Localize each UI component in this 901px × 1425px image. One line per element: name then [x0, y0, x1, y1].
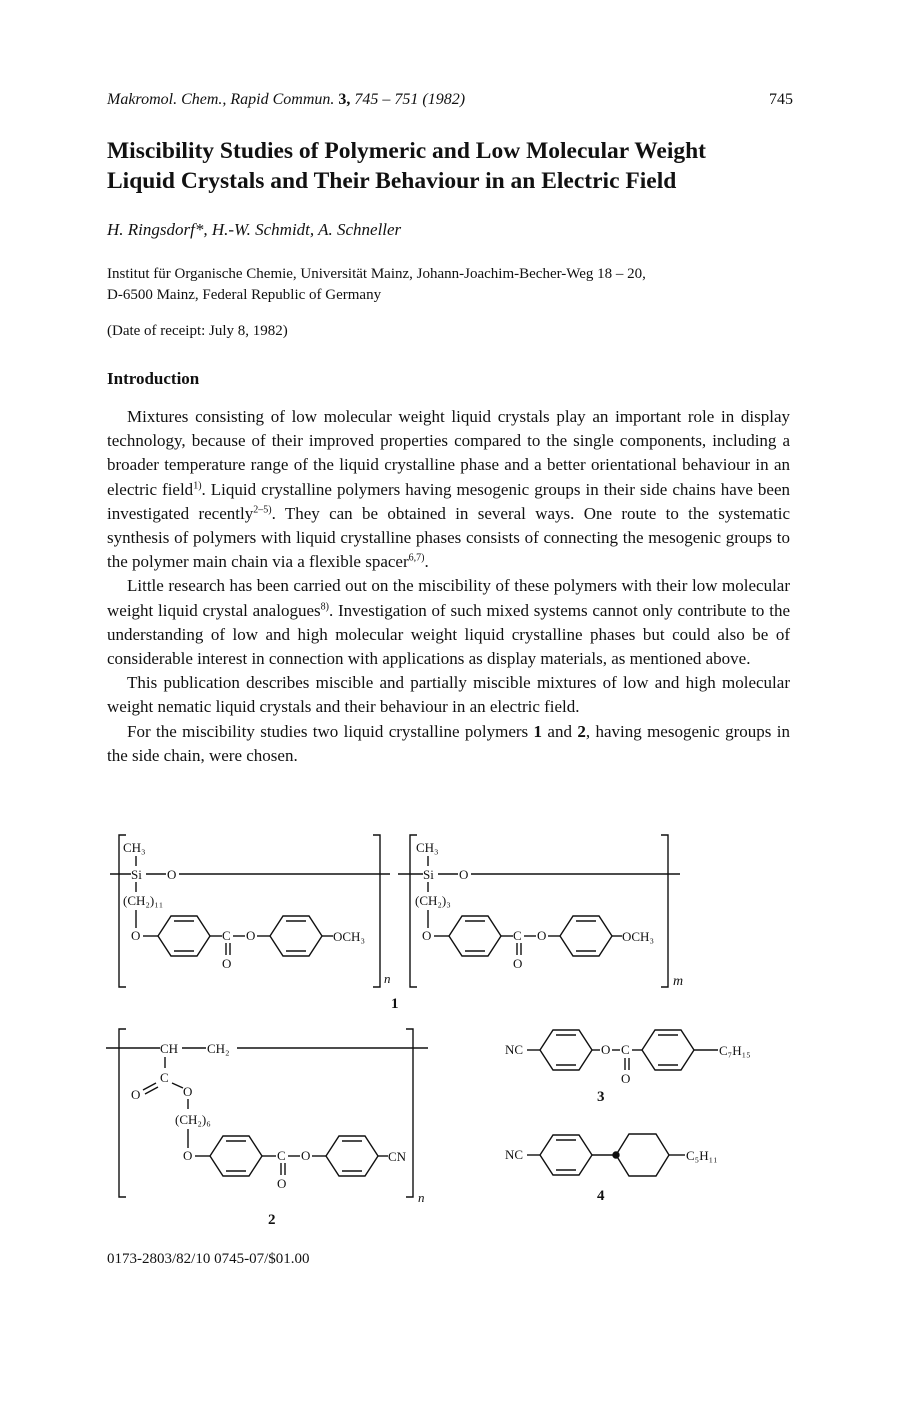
compound-label-3: 3	[597, 1089, 605, 1105]
c-label: C	[277, 1148, 286, 1163]
bracket-right	[661, 835, 668, 987]
nitrile-label: NC	[505, 1042, 524, 1057]
o-label: O	[537, 928, 547, 943]
structure-1-right	[398, 835, 683, 989]
compound-ref-1: 1	[533, 721, 543, 741]
c-label: C	[222, 928, 231, 943]
p2-text-b: . Investigation of such mixed systems cannot only contribute to the understanding of low and high molecular weight liquid crystalline phases but could also be of considerable interest in connection with applications as display materials, as mentioned above.	[107, 600, 790, 669]
nitrile-label: NC	[505, 1147, 524, 1162]
benzene-ring	[270, 916, 322, 956]
cyclohexane-ring	[616, 1134, 669, 1176]
p4-text-b: and	[542, 721, 578, 741]
page-number: 745	[769, 91, 793, 108]
citation-ref: 8)	[320, 600, 329, 612]
p1-text-a: Mixtures consisting of low molecular weight liquid crystals play an important role in display technology, because of their improved properties compared to the single components, including a broader temperature range of the liquid crystalline phase and a better orientational behaviour in an electric field	[107, 407, 790, 499]
c-label: C	[621, 1042, 630, 1057]
subscript-m: m	[673, 974, 684, 989]
ch-label: CH	[160, 1041, 179, 1056]
affiliation-line-1: Institut für Organische Chemie, Universität Mainz, Johann-Joachim-Becher-Weg 18 – 20,	[107, 266, 646, 282]
methoxy-label: OCH₃	[333, 929, 365, 944]
o-label: O	[222, 956, 232, 971]
volume: 3,	[338, 91, 351, 108]
benzene-ring	[540, 1135, 592, 1175]
spacer-label: (CH₂)₆	[175, 1112, 211, 1127]
subscript-n: n	[384, 971, 391, 986]
structure-4	[505, 1134, 718, 1176]
o-label: O	[183, 1148, 193, 1163]
o-label: O	[131, 1087, 141, 1102]
journal-name: Makromol. Chem., Rapid Commun.	[107, 91, 335, 108]
benzene-ring	[642, 1030, 694, 1070]
benzene-ring	[449, 916, 501, 956]
p1-text-c: . They can be obtained in several ways. One route to the systematic synthesis of polymers with liquid crystalline phases consists of connecting the mesogenic groups to the polymer main chain via a flexible spacer	[107, 503, 790, 572]
paragraph-3: This publication describes miscible and partially miscible mixtures of low and high molecular weight nematic liquid crystals and their behaviour in an electric field.	[107, 673, 790, 717]
c-label: C	[160, 1070, 169, 1085]
subscript-n: n	[418, 1190, 425, 1205]
benzene-ring	[210, 1136, 262, 1176]
title-line-1: Miscibility Studies of Polymeric and Low Molecular Weight	[107, 138, 707, 164]
ch3-label: CH₃	[123, 840, 146, 855]
o-label: O	[131, 928, 141, 943]
compound-label-2: 2	[268, 1212, 276, 1228]
o-label: O	[601, 1042, 611, 1057]
spacer-label: (CH₂)₃	[415, 893, 451, 908]
citation-ref: 6,7)	[408, 552, 425, 564]
bracket-right	[406, 1029, 413, 1197]
si-label: Si	[131, 867, 142, 882]
compound-ref-2: 2	[577, 721, 586, 741]
bracket-left	[119, 1029, 126, 1197]
o-label: O	[246, 928, 256, 943]
o-label: O	[277, 1176, 287, 1191]
structure-1-left	[110, 835, 391, 987]
structure-3	[505, 1030, 751, 1086]
o-label: O	[513, 956, 523, 971]
structure-2	[106, 1029, 428, 1205]
p1-text-b: . Liquid crystalline polymers having mesogenic groups in their side chains have been investigated recently	[107, 479, 790, 523]
o-label: O	[301, 1148, 311, 1163]
bracket-left	[410, 835, 417, 987]
o-label: O	[183, 1084, 193, 1099]
methoxy-label: OCH₃	[622, 929, 654, 944]
c-label: C	[513, 928, 522, 943]
o-label: O	[459, 867, 469, 882]
p2-text-a: Little research has been carried out on the miscibility of these polymers with their low molecular weight liquid crystal analogues	[107, 576, 790, 620]
o-label: O	[621, 1071, 631, 1086]
o-label: O	[422, 928, 432, 943]
ch2-label: CH₂	[207, 1041, 230, 1056]
o-label: O	[167, 867, 177, 882]
bracket-left	[119, 835, 126, 987]
citation-ref: 1)	[193, 479, 202, 491]
affiliation-line-2: D-6500 Mainz, Federal Republic of Germany	[107, 287, 382, 303]
citation-ref: 2–5)	[253, 504, 272, 516]
ch3-label: CH₃	[416, 840, 439, 855]
p4-text-c: , having mesogenic groups in the side chain, were chosen.	[107, 721, 791, 765]
title-line-2: Liquid Crystals and Their Behaviour in an Electric Field	[107, 168, 677, 194]
heptyl-label: C₇H₁₅	[719, 1043, 751, 1058]
section-heading: Introduction	[107, 369, 200, 388]
p4-text-a: For the miscibility studies two liquid crystalline polymers	[127, 721, 534, 741]
cyano-label: CN	[388, 1149, 407, 1164]
date-of-receipt: (Date of receipt: July 8, 1982)	[107, 323, 288, 339]
bracket-right	[373, 835, 380, 987]
si-label: Si	[423, 867, 434, 882]
compound-label-1: 1	[391, 996, 399, 1012]
compound-label-4: 4	[597, 1188, 605, 1204]
benzene-ring	[560, 916, 612, 956]
spacer-label: (CH₂)₁₁	[123, 893, 164, 908]
benzene-ring	[326, 1136, 378, 1176]
p1-text-d: .	[424, 552, 429, 572]
page-range: 745 – 751 (1982)	[354, 91, 466, 108]
copyright-code: 0173-2803/82/10 0745-07/$01.00	[107, 1251, 310, 1267]
benzene-ring	[158, 916, 210, 956]
pentyl-label: C₅H₁₁	[686, 1148, 718, 1163]
author-list: H. Ringsdorf*, H.-W. Schmidt, A. Schneller	[107, 220, 402, 239]
benzene-ring	[540, 1030, 592, 1070]
bond	[172, 1083, 183, 1088]
